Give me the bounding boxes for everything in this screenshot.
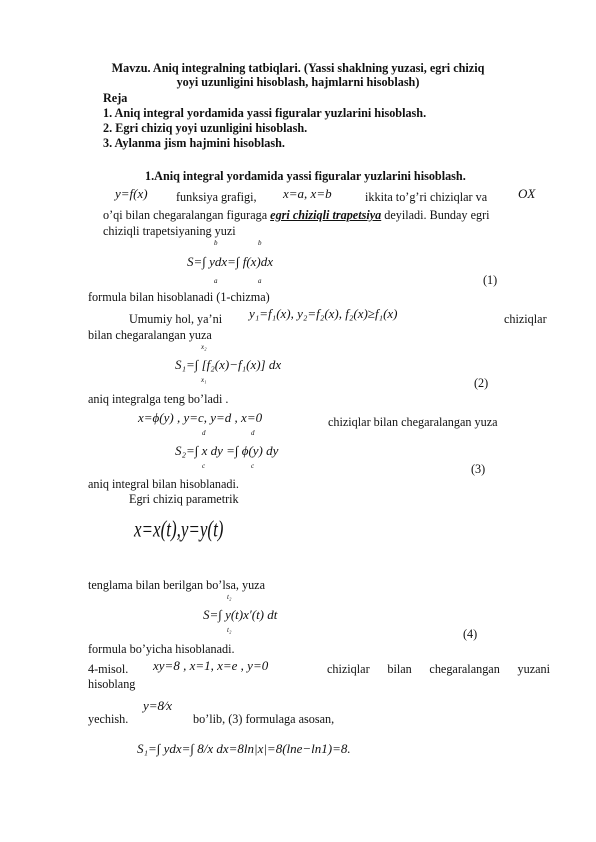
equation-4: S=∫ y(t)x′(t) dt	[203, 607, 278, 622]
eq3-lower-2: c	[251, 462, 255, 470]
eq3-number: (3)	[471, 462, 486, 476]
eq3-upper-1: d	[202, 429, 206, 437]
after-eq1: formula bilan hisoblanadi (1-chizma)	[88, 290, 270, 304]
eq1-upper-1: b	[214, 239, 218, 247]
p1-line-3: chiziqli trapetsiyaning yuzi	[103, 224, 236, 238]
param-formula: x=x(t),y=y(t)	[134, 516, 224, 542]
eq2-number: (2)	[474, 376, 489, 390]
after-eq2: aniq integralga teng bo’ladi .	[88, 392, 229, 406]
eq2-lower: x₁	[201, 376, 207, 384]
p1-line-2-post: deyiladi. Bunday egri	[384, 208, 490, 222]
p2-post: chiziqlar	[504, 312, 547, 326]
plan-item-3: 3. Aylanma jism hajmini hisoblash.	[103, 136, 285, 150]
example-4-post: chiziqlar bilan chegaralangan yuzani	[327, 662, 550, 676]
p3-post: chiziqlar bilan chegaralangan yuza	[328, 415, 498, 429]
eq3-lower-1: c	[202, 462, 206, 470]
eq1-lower-1: a	[214, 277, 218, 285]
after-eq4: formula bo’yicha hisoblanadi.	[88, 642, 235, 656]
after-param: tenglama bilan berilgan bo’lsa, yuza	[88, 578, 265, 592]
plan-item-2: 2. Egri chiziq yoyi uzunligini hisoblash.	[103, 121, 308, 135]
example-4-label: 4-misol.	[88, 662, 129, 676]
solution-formula: y=8⁄x	[143, 698, 172, 713]
p4-text: Egri chiziq parametrik	[129, 492, 239, 506]
eq1-upper-2: b	[258, 239, 262, 247]
equation-3: S₂=∫ x dy =∫ ϕ(y) dy	[175, 443, 279, 458]
formula-ab: x=a, x=b	[283, 186, 332, 201]
eq4-upper: t₂	[227, 593, 232, 601]
p1-line-2-pre: o’qi bilan chegaralangan figuraga	[103, 208, 268, 222]
eq2-upper: x₂	[201, 343, 207, 351]
term-curvilinear-trapezoid: egri chiziqli trapetsiya	[270, 208, 382, 222]
example-4-line-2: hisoblang	[88, 677, 136, 691]
solution-post: bo’lib, (3) formulaga asosan,	[193, 712, 335, 726]
title-line-1: Mavzu. Aniq integralning tatbiqlari. (Yassi shaklning yuzasi, egri chiziq	[111, 61, 485, 75]
p2-formula: y₁=f₁(x), y₂=f₂(x), f₂(x)≥f₁(x)	[249, 306, 398, 321]
plan-heading: Reja	[103, 91, 128, 105]
plan-item-1: 1. Aniq integral yordamida yassi figuralar yuzlarini hisoblash.	[103, 106, 427, 120]
formula-f: y=f(x)	[115, 186, 148, 201]
eq4-lower: t₂	[227, 626, 232, 634]
p1-text-b: ikkita to’g’ri chiziqlar va	[365, 190, 488, 204]
example-4-formula: xy=8 , x=1, x=e , y=0	[153, 658, 269, 673]
eq1-lower-2: a	[258, 277, 262, 285]
equation-1: S=∫ ydx=∫ f(x)dx	[187, 254, 274, 269]
p1-text-a: funksiya grafigi,	[176, 190, 257, 204]
after-eq3: aniq integral bilan hisoblanadi.	[88, 477, 239, 491]
title-line-2: yoyi uzunligini hisoblash, hajmlarni hisoblash)	[176, 75, 420, 89]
p1-line-2	[103, 208, 490, 222]
section-1-heading: 1.Aniq integral yordamida yassi figuralar yuzlarini hisoblash.	[145, 169, 466, 183]
eq3-upper-2: d	[251, 429, 255, 437]
formula-ox: OX	[518, 186, 536, 201]
p2-line-2: bilan chegaralangan yuza	[88, 328, 212, 342]
equation-2: S₁=∫ [f₂(x)−f₁(x)] dx	[175, 357, 282, 372]
p2-pre: Umumiy hol, ya’ni	[129, 312, 223, 326]
p3-formula: x=ϕ(y) , y=c, y=d , x=0	[138, 410, 263, 425]
eq1-number: (1)	[483, 273, 498, 287]
solution-label: yechish.	[88, 712, 129, 726]
final-equation: S₁=∫ ydx=∫ 8/x dx=8ln|x|=8(lne−ln1)=8.	[137, 741, 351, 756]
eq4-number: (4)	[463, 627, 478, 641]
